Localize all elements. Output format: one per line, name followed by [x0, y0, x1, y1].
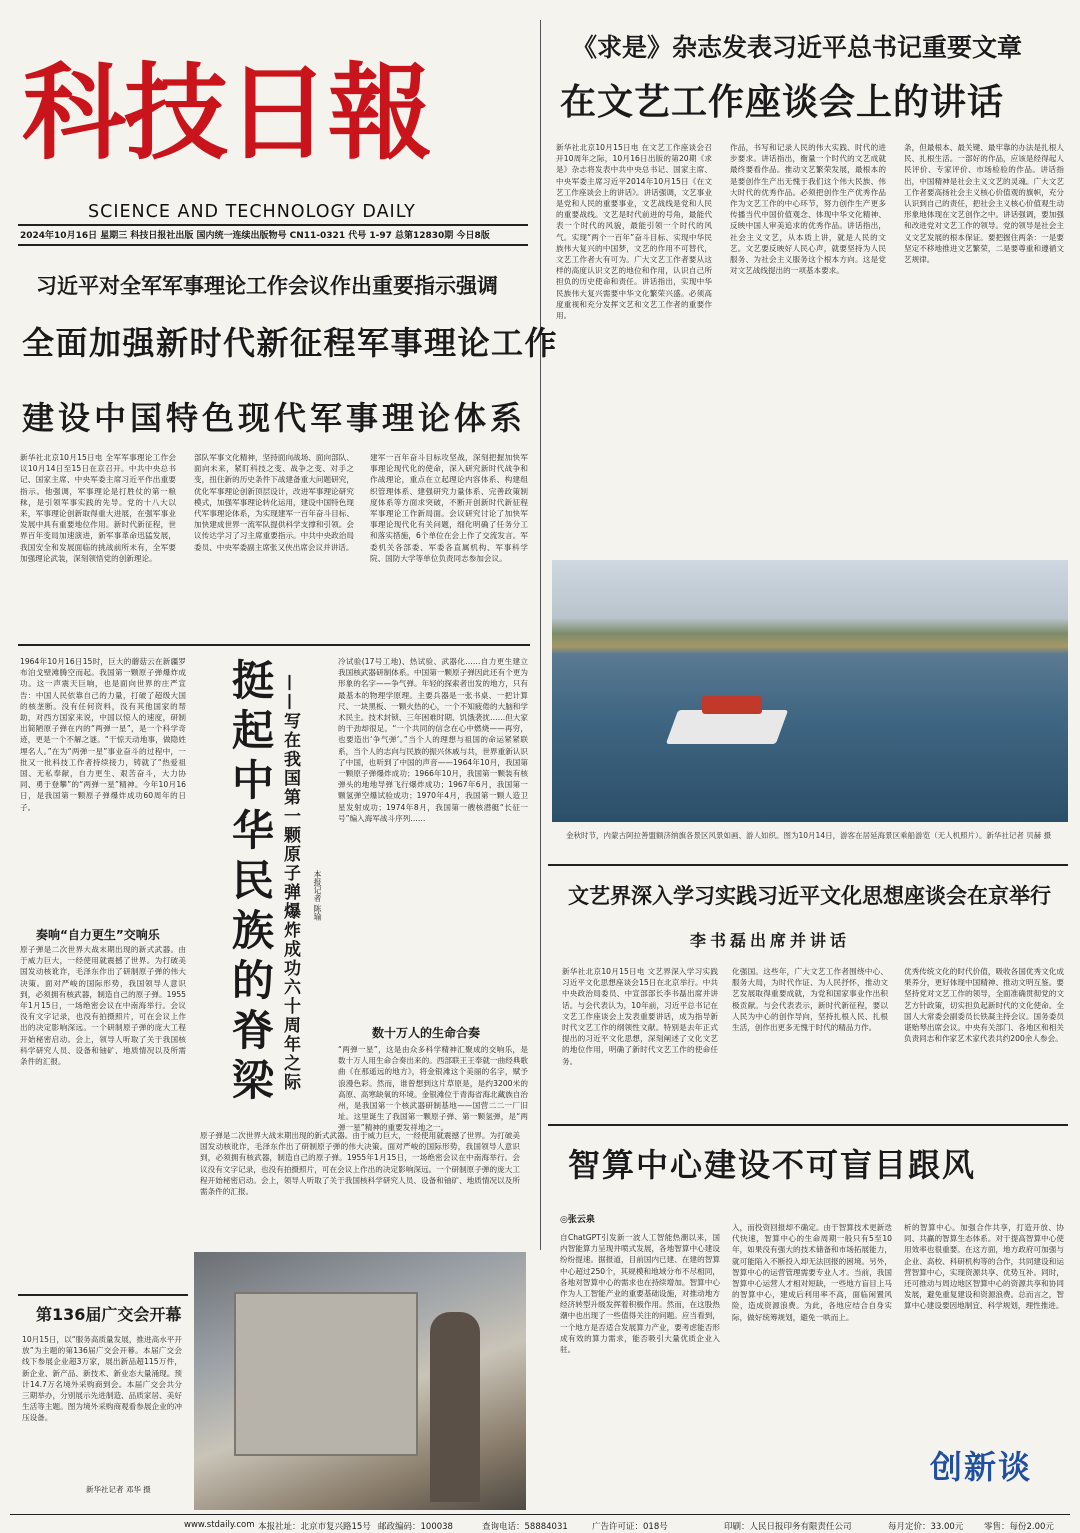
compute-headline: 智算中心建设不可盲目跟风 — [568, 1146, 977, 1184]
military-col3: 建军一百年奋斗目标攻坚战，深刻把握加快军事理论现代化的使命，深入研究新时代战争和作战理论，重点在立起理论内容体系、构建组织管理体系、建强研究力量体系、完善政策制度体系等方面求突破，不断开创新时代新征程军事理论工作新局面。会议研究讨论了加快军事理论现代化有关问题，细化明确了任务分工和落实措施，6个单位在会上作了交流发言。军委机关各部委、军委各直属机构、军事科学院、国防大学等单位负责同志参加会议。 — [370, 453, 528, 563]
military-kicker: 习近平对全军军事理论工作会议作出重要指示强调 — [36, 273, 498, 298]
military-headline-2: 建设中国特色现代军事理论体系 — [22, 399, 527, 437]
compute-byline: ◎张云泉 — [560, 1215, 595, 1225]
culture-headline: 文艺界深入学习实践习近平文化思想座谈会在京举行 — [568, 884, 1051, 908]
bomb-col1: 1964年10月16日15时，巨大的蘑菇云在新疆罗布泊戈壁滩腾空而起。我国第一颗原子弹爆炸成功。这一声震天巨响，也是面向世界的庄严宣告：中国人民依靠自己的力量，打破了超级大国的核垄断。没有任何资料，没有其他国家的帮助，对西方国家来说，中国以惊人的速度，研制出简陋原子弹在内的“两弹一星”，是一个科学奇迹，更是一个不解之谜。“干惊天动地事，做隐姓埋名人。”在为“两弹一星”事业奋斗的过程中，一批又一批科技工作者持续接力，铸就了“热爱祖国、无私奉献，自力更生、艰苦奋斗，大力协同、勇于登攀”的“两弹一星”精神。今年10月16日，是我国第一颗原子弹爆炸成功60周年的日子。 — [20, 657, 186, 812]
bomb-subtitle: ——写在我国第一颗原子弹爆炸成功六十周年之际 — [280, 674, 300, 1092]
bomb-title: 挺起中华民族的脊梁 — [226, 658, 275, 1108]
canton-byline: 新华社记者 邓华 摄 — [86, 1485, 151, 1494]
qiushi-col2: 作品，书写和记录人民的伟大实践、时代的进步要求。讲话指出，衡量一个时代的文艺成就最终要看作品。推动文艺繁荣发展，最根本的是要创作生产出无愧于我们这个伟大民族、伟大时代的优秀作品。必须把创作生产优秀作品作为文艺工作的中心环节，努力创作生产更多传播当代中国价值观念、体现中华文化精神、反映中国人审美追求的优秀作品。讲话指出，社会主义文艺，从本质上讲，就是人民的文艺。文艺要反映好人民心声，就要坚持为人民服务、为社会主义服务这个根本方向。这是党对文艺战线提出的一项基本要求。 — [730, 143, 886, 276]
bomb-subhead-1: 奏响“自力更生”交响乐 — [36, 928, 160, 942]
bomb-col2: 冷试验(17号工地)、热试验、武器化……自力更生建立我国核武器研制体系。中国第一颗原子弹因此还有个更为形象的名字——争气弹。年轻的探索者出发的地方，只有最基本的物理学原理。主要兵器是一张书桌、一把计算尺、一块黑板、一颗火热的心，一个不知疲倦的大脑和学术民主。技术封锁、三年困难时期、饥饿袭扰……但大家的干劲却很足。“一个共同的信念在心中燃烧——再穷，也要造出‘争气弹’。”当个人的理想与祖国的命运紧紧联系，当个人的志向与民族的振兴休戚与共，世界重新认识了中国，也听到了中国的声音——1964年10月，我国第一颗原子弹爆炸成功；1966年10月，我国第一颗装有核弹头的地地导弹飞行爆炸成功；1967年6月，我国第一颗氢弹空爆试验成功；1970年4月，我国第一颗人造卫星发射成功；1974年8月，我国第一艘核潜艇“长征一号”编入海军战斗序列…… — [338, 657, 528, 823]
bomb-byline: 本报记者 陈瑜 — [313, 870, 322, 921]
bomb-col1b: 原子弹是二次世界大战末期出现的新式武器。由于威力巨大，一经使用就震撼了世界。为打破美国发动核讹诈，毛泽东作出了研制原子弹的伟大决策。面对严峻的国际形势，我国领导人意识到，必须拥有核武器，制造自己的原子弹。1955年1月15日，一场绝密会议在中南海举行。会议没有文字记录，也没有拍摄照片，可在会议上作出的决定影响深远。一个研制原子弹的庞大工程开始秘密启动。会上，领导人听取了关于我国核科学研究人员、设备和铀矿、地质情况以及所需条件的汇报。 — [20, 945, 186, 1067]
qiushi-kicker: 《求是》杂志发表习近平总书记重要文章 — [572, 33, 1023, 62]
lake-photo — [552, 560, 1068, 822]
culture-col1: 新华社北京10月15日电 文艺界深入学习实践习近平文化思想座谈会15日在北京举行。中共中央政治局委员、中宣部部长李书磊出席并讲话。与会代表认为，10年前，习近平总书记在文艺工作座谈会上发表重要讲话，成为指导新时代文艺工作的纲领性文献。特别是去年正式提出的习近平文化思想，深刻阐述了文化文艺的地位作用，明确了新时代文艺工作的使命任务。 — [562, 967, 718, 1066]
compute-col1: 自ChatGPT引发新一波人工智能热潮以来，国内智能算力呈现井喷式发展，各地智算中心建设纷纷提速。据报道，目前国内已建、在建的智算中心超过250个，其规模和地域分布不尽相同，各地对智算中心的需求也在持续增加。智算中心作为人工智能产业的重要基础设施，对推动地方经济转型升级发挥着积极作用。然而，在这股热潮中也出现了一些值得关注的问题。应当看到，一个地方是否适合发展算力产业，要考虑能否形成有效的算力需求，能否吸引大量优质企业入驻。 — [560, 1233, 720, 1355]
footer-price-month: 每月定价：33.00元 — [888, 1522, 964, 1532]
footer-website[interactable]: www.stdaily.com — [184, 1520, 255, 1530]
masthead-title: 科技日報 — [22, 51, 431, 174]
qiushi-col3: 条，但最根本、最关键、最牢靠的办法是扎根人民、扎根生活。一部好的作品，应该是经得起人民评价、专家评价、市场检验的作品。讲话指出，中国精神是社会主义文艺的灵魂。广大文艺工作者要高扬社会主义核心价值观的旗帜，充分认识到自己的责任，把社会主义核心价值观生动形象地体现在文艺创作之中。讲话强调，要加强和改进党对文艺工作的领导。党的领导是社会主义文艺发展的根本保证。要把握住两条：一是要坚定不移地推进文艺繁荣，二是要尊重和遵循文艺规律。 — [904, 143, 1064, 265]
culture-subhead: 李书磊出席并讲话 — [690, 931, 851, 950]
culture-col3: 优秀传统文化的时代价值，吸收各国优秀文化成果养分，更好体现中国精神、推动文明互鉴。要坚持党对文艺工作的领导，全面准确贯彻党的文艺方针政策，切实担负起新时代的文化使命。全国人大常委会副委员长铁凝主持会议。国务委员谌贻琴出席会议。中央有关部门、各地区和相关负责同志和作家艺术家代表共约200余人参会。 — [904, 967, 1064, 1044]
canton-headline: 第136届广交会开幕 — [36, 1305, 182, 1324]
bomb-subhead-2: 数十万人的生命合奏 — [372, 1026, 481, 1040]
compute-col2: 入，而投资回报却不确定。由于智算技术更新迭代快速，智算中心的生命周期一般只有5至10年，如果没有强大的技术储备和市场拓展能力，就可能陷入不断投入却无法回报的困境。另外，智算中心的运营管理需要专业人才。当前，我国智算中心运营人才相对短缺，一些地方盲目上马的智算中心，建成后利用率不高，面临闲置风险，造成资源浪费。为此，各地应结合自身实际，做好统筹规划，避免一哄而上。 — [732, 1223, 892, 1322]
footer-price-copy: 零售：每份2.00元 — [984, 1522, 1054, 1532]
culture-col2: 化强国。这些年，广大文艺工作者围绕中心、服务大局，为时代作证、为人民抒怀，推动文艺发展取得重要成就，为党和国家事业作出积极贡献。与会代表表示，新时代新征程，要以人民为中心的创作导向，坚持扎根人民、扎根生活，创作出更多无愧于时代的精品力作。 — [732, 967, 888, 1033]
footer-address: 本报社址：北京市复兴路15号 — [258, 1522, 371, 1532]
qiushi-col1: 新华社北京10月15日电 在文艺工作座谈会召开10周年之际，10月16日出版的第20期《求是》杂志将发表中共中央总书记、国家主席、中央军委主席习近平2014年10月15日《在文艺工作座谈会上的讲话》。讲话强调，文艺事业是党和人民的重要事业，文艺战线是党和人民的重要战线。文艺是时代前进的号角，最能代表一个时代的风貌，最能引领一个时代的风气。实现“两个一百年”奋斗目标、实现中华民族伟大复兴的中国梦，文艺的作用不可替代，文艺工作者大有可为。广大文艺工作者要从这样的高度认识文艺的地位和作用，认识自己所担负的历史使命和责任。讲话指出，实现中华民族伟大复兴需要中华文化繁荣兴盛。必须高度重视和充分发挥文艺和文艺工作者的重要作用。 — [556, 143, 712, 321]
military-col1: 新华社北京10月15日电 全军军事理论工作会议10月14日至15日在京召开。中共中央总书记、国家主席、中央军委主席习近平作出重要指示。他强调，军事理论是打胜仗的第一粮秣，是引领军事实践的先导。党的十八大以来，军事理论创新取得重大进展，在强军事业发展中具有重要地位作用。新时代新征程，世界百年变局加速演进，新军事革命迅猛发展，我国安全和发展面临的挑战前所未有，全军要加强理论武装，深刻领悟党的创新理论。 — [20, 453, 176, 563]
military-headline-1: 全面加强新时代新征程军事理论工作 — [22, 324, 559, 362]
footer-ad-license: 广告许可证：018号 — [592, 1522, 668, 1532]
photo-caption: 金秋时节，内蒙古阿拉善盟额济纳旗各景区风景如画、游人如织。图为10月14日，游客在居延海景区乘船游览（无人机照片）。新华社记者 贝赫 摄 — [566, 831, 1052, 840]
compute-col3: 析的智算中心。加强合作共享，打造开放、协同、共赢的智算生态体系。对于提高智算中心使用效率也很重要。在这方面，地方政府可加强与企业、高校、科研机构等的合作，共同建设和运营智算中心，实现资源共享、优势互补。同时，还可推动与周边地区智算中心的资源共享和协同发展，避免重复建设和资源浪费。总而言之，智算中心建设要因地制宜、科学规划，理性推进。 — [904, 1223, 1064, 1311]
dateline: 2024年10月16日 星期三 科技日报社出版 国内统一连续出版物号 CN11-0321 代号 1-97 总第12830期 今日8版 — [20, 231, 490, 241]
military-col2: 部队军事文化精神，坚持面向战场、面向部队、面向未来，紧盯科技之变、战争之变、对手之变，扭住新的历史条件下战建备重大问题研究，优化军事理论创新顶层设计，改进军事理论研究模式，加强军事理论转化运用，建设中国特色现代军事理论体系，为实现建军一百年奋斗目标、加快建成世界一流军队提供科学支撑和引领。会议传达学习了习主席重要指示。中共中央政治局委员、中央军委副主席张又侠出席会议并讲话。 — [194, 453, 354, 552]
canton-fair-photo — [194, 1252, 526, 1510]
bomb-col-bottom: 原子弹是二次世界大战末期出现的新式武器。由于威力巨大，一经使用就震撼了世界。为打破美国发动核讹诈，毛泽东作出了研制原子弹的伟大决策。面对严峻的国际形势，我国领导人意识到，必须拥有核武器，制造自己的原子弹。1955年1月15日，一场绝密会议在中南海举行。会议没有文字记录，也没有拍摄照片，可在会议上作出的决定影响深远。一个研制原子弹的庞大工程开始秘密启动。会上，领导人听取了关于我国核科学研究人员、设备和铀矿、地质情况以及所需条件的汇报。 — [200, 1131, 520, 1197]
innovation-logo: 创新谈 — [930, 1448, 1033, 1486]
masthead-english: SCIENCE AND TECHNOLOGY DAILY — [88, 202, 416, 222]
qiushi-headline: 在文艺工作座谈会上的讲话 — [560, 82, 1005, 123]
footer-printer: 印刷：人民日报印务有限责任公司 — [724, 1522, 852, 1532]
bomb-col2b: “两弹一星”，这是由众多科学精神汇聚成的交响乐，是数十万人用生命合奏出来的。西部联王王奉就一曲经典歌曲《在那遥远的地方》，将金银滩这个美丽的名字，赋予浪漫色彩。然而，谁曾想到这片草原是，是约3200米的高原、高寒缺氧的环境。金银滩位于青海省海北藏族自治州，是我国第一个核武器研制基地——国营二二一厂旧址。这里诞生了我国第一颗原子弹、第一颗氢弹，是“两弹一星”精神的重要发祥地之一。 — [338, 1045, 528, 1133]
canton-body: 10月15日，以“服务高质量发展，推进高水平开放”为主题的第136届广交会开幕。本届广交会线下参展企业超3万家，展出新品超115万件，新企业、新产品、新技术、新业态大量涌现。预计14.7万名境外采购商到会。本届广交会共分三期举办，分别展示先进制造、品质家居、美好生活等主题。图为境外采购商观看参展企业的冲压设备。 — [22, 1335, 182, 1423]
footer-phone: 查询电话：58884031 — [482, 1522, 568, 1532]
footer-postcode: 邮政编码：100038 — [378, 1522, 453, 1532]
